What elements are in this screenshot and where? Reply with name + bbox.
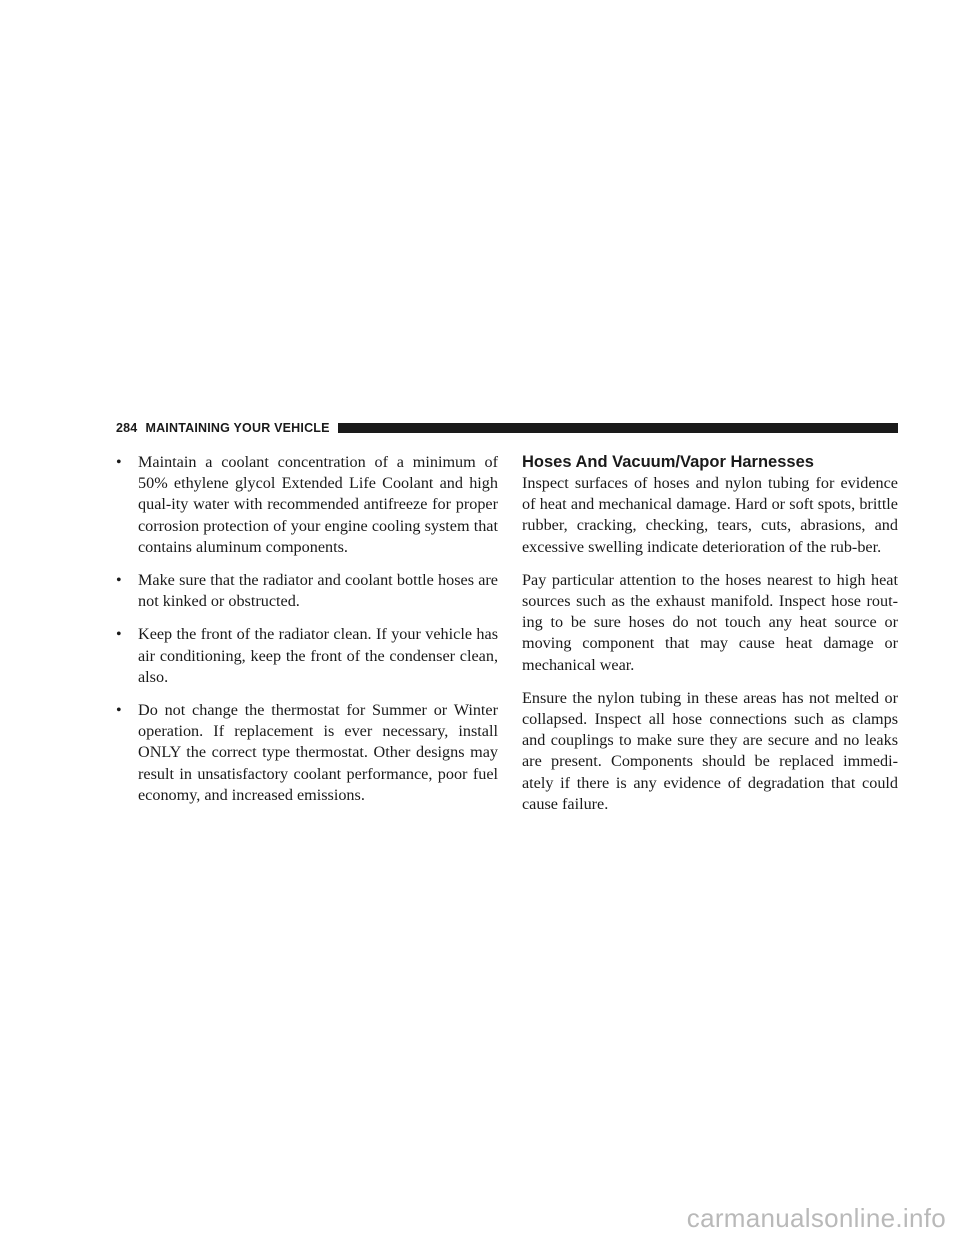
bullet-text: Maintain a coolant concentration of a minimum of 50% ethylene glycol Extended Life Coolant and high qual-ity water with recommended antifreeze for proper corrosion protection of your engine cooling system that contains aluminum components. xyxy=(138,453,498,556)
bullet-item-coolant-concentration xyxy=(116,452,498,558)
section-heading: Hoses And Vacuum/Vapor Harnesses xyxy=(522,453,814,471)
bullet-item-radiator-clean xyxy=(116,624,498,688)
bullet-list xyxy=(116,452,498,806)
paragraph-nylon-tubing: Ensure the nylon tubing in these areas has not melted or collapsed. Inspect all hose connections such as clamps and couplings to make sure they are secure and no leaks are present. Components should be replaced immedi-ately if there is any evidence of degradation that could cause failure. xyxy=(522,688,898,813)
watermark: carmanualsonline.info xyxy=(686,1203,946,1233)
bullet-item-thermostat xyxy=(116,700,498,806)
bullet-text: Make sure that the radiator and coolant bottle hoses are not kinked or obstructed. xyxy=(138,571,498,611)
bullet-text: Keep the front of the radiator clean. If your vehicle has air conditioning, keep the front of the condenser clean, also. xyxy=(138,625,498,686)
bullet-text: Do not change the thermostat for Summer or Winter operation. If replacement is ever necessary, install ONLY the correct type thermostat. Other designs may result in unsatisfactory coolant performance, poor fuel economy, and increased emissions. xyxy=(138,701,498,804)
page-header xyxy=(116,420,898,436)
right-column xyxy=(522,452,898,827)
bullet-item-hoses-not-kinked xyxy=(116,570,498,612)
bullet-icon: • xyxy=(116,702,122,720)
paragraph-inspect-surfaces: Inspect surfaces of hoses and nylon tubing for evidence of heat and mechanical damage. Hard or soft spots, brittle rubber, cracking, checking, tears, cuts, abrasions, and excessive swelling indicate deterioration of the rub-ber. xyxy=(522,474,898,556)
bullet-icon: • xyxy=(116,626,122,644)
header-rule xyxy=(338,423,898,433)
bullet-icon: • xyxy=(116,454,122,471)
page-number: 284 xyxy=(116,421,138,435)
bullet-icon: • xyxy=(116,572,122,590)
paragraph-high-heat-sources: Pay particular attention to the hoses nearest to high heat sources such as the exhaust manifold. Inspect hose rout-ing to be sure hoses do not touch any heat source or moving component that may cause heat damage or mechanical wear. xyxy=(522,570,898,674)
left-column xyxy=(116,452,498,818)
section-title: MAINTAINING YOUR VEHICLE xyxy=(145,421,330,435)
